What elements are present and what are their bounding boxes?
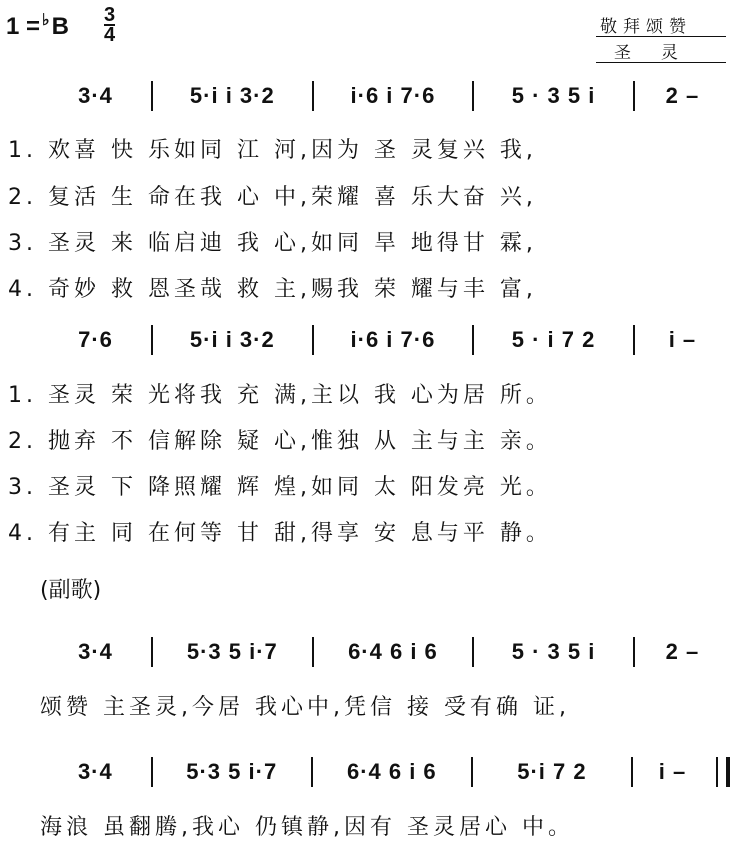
meter-top: 3 bbox=[104, 4, 116, 26]
notation-row-1 bbox=[40, 76, 730, 116]
notation-row-2 bbox=[40, 320, 730, 360]
song-subtitle: 圣灵 bbox=[614, 43, 708, 63]
meter-bottom: 4 bbox=[104, 24, 116, 46]
key-note: B bbox=[51, 13, 69, 40]
measure: 3·4 bbox=[77, 759, 113, 784]
measure: 5 · 3 5 i bbox=[511, 639, 596, 664]
measure: 3·4 bbox=[78, 639, 113, 664]
measure: 5·3 5 i·7 bbox=[186, 759, 278, 784]
measure: 6·4 6 i 6 bbox=[346, 759, 437, 784]
measure: 2 – bbox=[665, 83, 700, 108]
verse-line: 4. 有主 同 在何等 甘 甜,得享 安 息与平 静。 bbox=[8, 521, 552, 546]
verse-line: 2. 复活 生 命在我 心 中,荣耀 喜 乐大奋 兴, bbox=[8, 185, 537, 210]
verse-line: 1. 欢喜 快 乐如同 江 河,因为 圣 灵复兴 我, bbox=[8, 138, 537, 163]
measure: 6·4 6 i 6 bbox=[348, 639, 438, 664]
key-signature bbox=[6, 10, 69, 41]
final-barline bbox=[716, 757, 730, 787]
measure: i·6 i 7·6 bbox=[350, 83, 436, 108]
verse-line: 3. 圣灵 下 降照耀 辉 煌,如同 太 阳发亮 光。 bbox=[8, 475, 552, 500]
flat-sign: ♭ bbox=[42, 12, 50, 29]
chorus-label: (副歌) bbox=[40, 578, 102, 603]
subtitle-underline bbox=[596, 62, 726, 63]
measure: 7·6 bbox=[78, 327, 113, 352]
song-title: 敬拜颂赞 bbox=[600, 17, 692, 37]
measure: 5·i i 3·2 bbox=[189, 83, 275, 108]
measure: i – bbox=[668, 327, 697, 352]
title-underline bbox=[596, 36, 726, 37]
measure: 5·i i 3·2 bbox=[189, 327, 275, 352]
verse-line: 1. 圣灵 荣 光将我 充 满,主以 我 心为居 所。 bbox=[8, 383, 552, 408]
measure: 5·3 5 i·7 bbox=[186, 639, 278, 664]
key-prefix: 1 = bbox=[6, 13, 41, 40]
notation-row-3 bbox=[40, 632, 730, 672]
measure: 2 – bbox=[665, 639, 700, 664]
verse-line: 4. 奇妙 救 恩圣哉 救 主,赐我 荣 耀与丰 富, bbox=[8, 277, 537, 302]
measure: 5 · i 7 2 bbox=[511, 327, 596, 352]
measure: i – bbox=[658, 759, 687, 784]
verse-line: 3. 圣灵 来 临启迪 我 心,如同 旱 地得甘 霖, bbox=[8, 231, 537, 256]
verse-line: 2. 抛弃 不 信解除 疑 心,惟独 从 主与主 亲。 bbox=[8, 429, 552, 454]
measure: 3·4 bbox=[78, 83, 113, 108]
measure: 5 · 3 5 i bbox=[511, 83, 596, 108]
chorus-line: 颂赞 主圣灵,今居 我心中,凭信 接 受有确 证, bbox=[40, 695, 570, 720]
measure: 5·i 7 2 bbox=[517, 759, 587, 784]
notation-row-4 bbox=[40, 752, 730, 792]
chorus-line: 海浪 虽翻腾,我心 仍镇静,因有 圣灵居心 中。 bbox=[40, 815, 574, 840]
time-signature bbox=[104, 6, 115, 44]
measure: i·6 i 7·6 bbox=[350, 327, 436, 352]
